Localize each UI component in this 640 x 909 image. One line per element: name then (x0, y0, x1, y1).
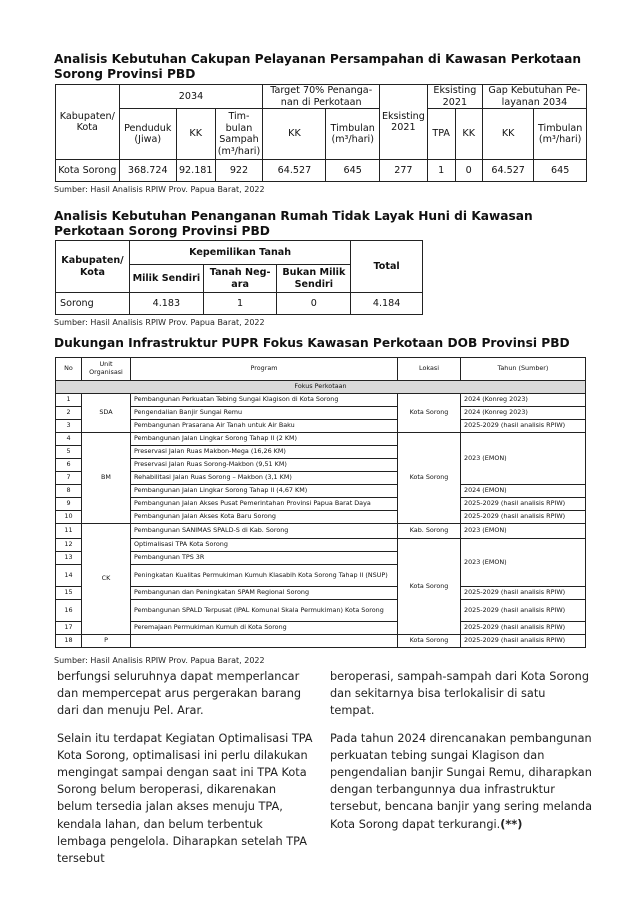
header-gap-timbulan: Timbulan (m³/hari) (534, 109, 587, 160)
table2-title: Analisis Kebutuhan Penanganan Rumah Tidak Layak Huni di Kawasan Perkotaan Sorong Provinsi PBD (54, 209, 533, 238)
row-program: Optimalisasi TPA Kota Sorong (131, 539, 398, 552)
row-no: 14 (56, 565, 82, 587)
table-row (56, 407, 586, 420)
table-row (56, 498, 586, 511)
header-lokasi: Lokasi (398, 358, 461, 381)
row-no: 11 (56, 524, 82, 539)
row-program: Pembangunan Perkuatan Tebing Sungai Klagison di Kota Sorong (131, 394, 398, 407)
row-no: 15 (56, 587, 82, 600)
body-left-column (57, 668, 313, 877)
row-tahun: 2025-2029 (hasil analisis RPIW) (461, 587, 586, 600)
row-no: 8 (56, 485, 82, 498)
header-target-timbulan: Timbulan (m³/hari) (326, 109, 379, 160)
header-tanah-negara: Tanah Neg- ara (203, 265, 277, 293)
table-row (56, 587, 586, 600)
header-no: No (56, 358, 82, 381)
footnote-mark: (**) (500, 817, 523, 831)
row-no: 13 (56, 552, 82, 565)
table-row (56, 394, 586, 407)
row-tahun: 2025-2029 (hasil analisis RPIW) (461, 498, 586, 511)
header-kepemilikan: Kepemilikan Tanah (129, 241, 350, 265)
header-program: Program (131, 358, 398, 381)
table2-source: Sumber: Hasil Analisis RPIW Prov. Papua Barat, 2022 (54, 318, 265, 327)
header-target-kk: KK (263, 109, 326, 160)
row-no: 3 (56, 420, 82, 433)
unit-ck: CK (82, 524, 131, 635)
housing-table (55, 240, 423, 315)
fokus-perkotaan-row: Fokus Perkotaan (56, 381, 586, 394)
table-cell: 92.181 (176, 160, 215, 182)
row-tahun: 2025-2029 (hasil analisis RPIW) (461, 600, 586, 622)
header-kabupaten: Kabupaten/ Kota (56, 241, 130, 293)
row-program: Rehabilitasi Jalan Ruas Sorong – Makbon (3,1 KM) (131, 472, 398, 485)
table-cell: 64.527 (482, 160, 533, 182)
unit-bm: BM (82, 433, 131, 524)
row-no: 1 (56, 394, 82, 407)
row-program: Preservasi Jalan Ruas Makbon-Mega (16,26 KM) (131, 446, 398, 459)
header-penduduk: Penduduk (Jiwa) (119, 109, 176, 160)
table-cell: Sorong (56, 293, 130, 315)
table1-source: Sumber: Hasil Analisis RPIW Prov. Papua Barat, 2022 (54, 185, 265, 194)
header-eksisting: Eksisting 2021 (379, 85, 427, 160)
row-no: 12 (56, 539, 82, 552)
table3-source: Sumber: Hasil Analisis RPIW Prov. Papua Barat, 2022 (54, 656, 265, 665)
row-no: 18 (56, 635, 82, 648)
unit-p: P (82, 635, 131, 648)
table-cell: 1 (203, 293, 277, 315)
row-program: Pembangunan SANIMAS SPALD-S di Kab. Sorong (131, 524, 398, 539)
table-cell: 645 (326, 160, 379, 182)
header-target: Target 70% Penanga- nan di Perkotaan (263, 85, 379, 109)
row-program: Pembangunan Jalan Lingkar Sorong Tahap II (4,67 KM) (131, 485, 398, 498)
header-kabupaten: Kabupaten/ Kota (56, 85, 120, 160)
row-no: 2 (56, 407, 82, 420)
row-program: Peremajaan Permukiman Kumuh di Kota Sorong (131, 622, 398, 635)
row-no: 16 (56, 600, 82, 622)
row-program: Pengendalian Banjir Sungai Remu (131, 407, 398, 420)
table-cell: 0 (455, 160, 482, 182)
row-tahun: 2024 (EMON) (461, 485, 586, 498)
table-row (56, 420, 586, 433)
row-program: Pembangunan SPALD Terpusat (IPAL Komunal Skala Permukiman) Kota Sorong (131, 600, 398, 622)
table-row (56, 539, 586, 552)
table-cell: 922 (215, 160, 263, 182)
row-no: 9 (56, 498, 82, 511)
table-row (56, 600, 586, 622)
header-2034: 2034 (119, 85, 263, 109)
header-milik-sendiri: Milik Sendiri (129, 265, 203, 293)
row-tahun: 2023 (EMON) (461, 433, 586, 485)
table-row (56, 433, 586, 446)
row-program: Pembangunan Prasarana Air Tanah untuk Air Baku (131, 420, 398, 433)
header-tpa: TPA (427, 109, 455, 160)
row-no: 10 (56, 511, 82, 524)
table-row (56, 293, 423, 315)
table-row (56, 524, 586, 539)
header-gap-kk: KK (482, 109, 533, 160)
row-tahun: 2023 (EMON) (461, 539, 586, 587)
row-no: 7 (56, 472, 82, 485)
table1-title: Analisis Kebutuhan Cakupan Pelayanan Persampahan di Kawasan Perkotaan Sorong Provinsi PBD (54, 52, 582, 81)
header-eksisting-group: Eksisting 2021 (427, 85, 482, 109)
table3-title: Dukungan Infrastruktur PUPR Fokus Kawasan Perkotaan DOB Provinsi PBD (54, 336, 570, 350)
header-eks-kk: KK (455, 109, 482, 160)
row-lokasi: Kota Sorong (398, 539, 461, 635)
paragraph: beroperasi, sampah-sampah dari Kota Sorong dan sekitarnya bisa terlokalisir di satu tempat. (330, 670, 590, 718)
table-cell: Kota Sorong (56, 160, 120, 182)
table-row (56, 511, 586, 524)
row-program: Pembangunan dan Peningkatan SPAM Regional Sorong (131, 587, 398, 600)
table-cell: 0 (277, 293, 351, 315)
table-row (56, 635, 586, 648)
row-lokasi: Kab. Sorong (398, 524, 461, 539)
table-cell: 1 (427, 160, 455, 182)
row-tahun: 2024 (Konreg 2023) (461, 407, 586, 420)
row-no: 4 (56, 433, 82, 446)
row-tahun: 2024 (Konreg 2023) (461, 394, 586, 407)
header-kk: KK (176, 109, 215, 160)
paragraph (330, 730, 592, 833)
row-tahun: 2025-2029 (hasil analisis RPIW) (461, 420, 586, 433)
row-no: 17 (56, 622, 82, 635)
body-right-column (330, 668, 592, 843)
row-program: Peningkatan Kualitas Permukiman Kumuh Klasabih Kota Sorong Tahap II (NSUP) (131, 565, 398, 587)
unit-sda: SDA (82, 394, 131, 433)
table-cell: 4.184 (351, 293, 423, 315)
row-no: 5 (56, 446, 82, 459)
header-timbulan-sampah: Tim- bulan Sampah (m³/hari) (215, 109, 263, 160)
paragraph: Selain itu terdapat Kegiatan Optimalisasi TPA Kota Sorong, optimalisasi ini perlu dilakukan mengingat sampai dengan saat ini TPA Kota Sorong belum beroperasi, dikarenakan belum tersedia jalan akses menuju TPA, kendala lahan, dan belum terbentuk lembaga pengelola. Diharapkan setelah TPA tersebut (57, 731, 313, 866)
infrastructure-table (55, 357, 586, 648)
row-lokasi: Kota Sorong (398, 394, 461, 433)
row-lokasi: Kota Sorong (398, 433, 461, 524)
paragraph-text: Pada tahun 2024 direncanakan pembangunan perkuatan tebing sungai Klagison dan pengendalian banjir Sungai Remu, diharapkan dengan terbangunnya dua infrastruktur tersebut, bencana banjir yang sering melanda Kota Sorong dapat terkurangi. (330, 731, 592, 831)
waste-service-table (55, 84, 587, 182)
header-bukan-milik: Bukan Milik Sendiri (277, 265, 351, 293)
table-cell: 277 (379, 160, 427, 182)
row-no: 6 (56, 459, 82, 472)
row-tahun: 2025-2029 (hasil analisis RPIW) (461, 622, 586, 635)
table-cell: 368.724 (119, 160, 176, 182)
row-tahun: 2025-2029 (hasil analisis RPIW) (461, 635, 586, 648)
header-tahun: Tahun (Sumber) (461, 358, 586, 381)
paragraph: berfungsi seluruhnya dapat memperlancar dan mempercepat arus pergerakan barang dari dan menuju Pel. Arar. (57, 670, 302, 718)
row-program (131, 635, 398, 648)
table-cell: 645 (534, 160, 587, 182)
table-row (56, 485, 586, 498)
row-program: Pembangunan TPS 3R (131, 552, 398, 565)
header-gap: Gap Kebutuhan Pe- layanan 2034 (482, 85, 586, 109)
row-program: Pembangunan Jalan Lingkar Sorong Tahap II (2 KM) (131, 433, 398, 446)
row-program: Pembangunan Jalan Akses Pusat Pemerintahan Provinsi Papua Barat Daya (131, 498, 398, 511)
table-cell: 4.183 (129, 293, 203, 315)
table-row (56, 622, 586, 635)
row-lokasi: Kota Sorong (398, 635, 461, 648)
row-program: Pembangunan Jalan Akses Kota Baru Sorong (131, 511, 398, 524)
header-total: Total (351, 241, 423, 293)
row-tahun: 2023 (EMON) (461, 524, 586, 539)
table-row (56, 160, 587, 182)
table-cell: 64.527 (263, 160, 326, 182)
header-unit: Unit Organisasi (82, 358, 131, 381)
row-tahun: 2025-2029 (hasil analisis RPIW) (461, 511, 586, 524)
row-program: Preservasi Jalan Ruas Sorong-Makbon (9,51 KM) (131, 459, 398, 472)
